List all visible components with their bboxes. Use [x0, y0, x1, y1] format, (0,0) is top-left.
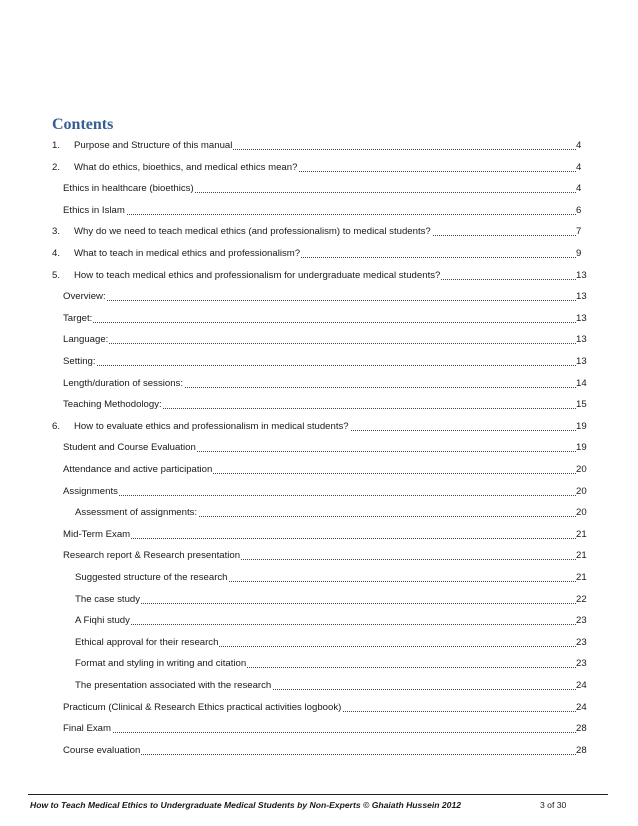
toc-entry-page: 23 — [576, 658, 587, 670]
toc-entry-title: What to teach in medical ethics and professionalism? — [74, 248, 301, 259]
toc-entry-title: Research report & Research presentation — [63, 550, 241, 562]
toc-entry-page: 23 — [576, 615, 587, 627]
toc-entry-page: 19 — [576, 420, 587, 432]
toc-entry[interactable] — [0, 614, 638, 628]
toc-leader-dots — [63, 732, 576, 733]
toc-entry-title: Ethics in healthcare (bioethics) — [63, 183, 194, 195]
toc-entry-page: 22 — [576, 593, 587, 605]
toc-entry[interactable] — [0, 333, 638, 347]
toc-entry-page: 28 — [576, 744, 587, 756]
toc-entry-title: Assessment of assignments: — [75, 507, 198, 519]
footer-page-indicator: 3 of 30 — [540, 800, 567, 810]
toc-leader-dots — [63, 343, 576, 344]
toc-entry-title: How to evaluate ethics and professionalism in medical students? — [74, 420, 349, 432]
toc-entry-page: 13 — [576, 291, 587, 303]
toc-entry-page: 20 — [576, 464, 587, 475]
toc-entry-title: Student and Course Evaluation — [63, 442, 196, 454]
toc-entry-title: Mid-Term Exam — [63, 528, 131, 540]
toc-entry-page: 13 — [576, 356, 587, 367]
toc-entry[interactable] — [0, 441, 638, 455]
toc-entry-page: 14 — [576, 377, 587, 389]
toc-entry-page: 6 — [576, 204, 582, 216]
toc-entry-title: Suggested structure of the research — [75, 572, 228, 583]
toc-entry-title: What do ethics, bioethics, and medical ethics mean? — [74, 161, 298, 173]
toc-leader-dots — [63, 365, 576, 366]
toc-entry[interactable] — [0, 722, 638, 736]
toc-entry[interactable] — [0, 506, 638, 520]
toc-entry-title: Setting: — [63, 356, 96, 367]
toc-entry[interactable] — [0, 398, 638, 412]
toc-entry-title: Attendance and active participation — [63, 464, 213, 475]
toc-entry-page: 20 — [576, 485, 587, 497]
toc-leader-dots — [63, 214, 576, 215]
toc-entry-title: Overview: — [63, 291, 106, 303]
toc-entry[interactable] — [0, 701, 638, 715]
toc-entry-page: 24 — [576, 701, 587, 713]
toc-entry[interactable] — [0, 528, 638, 542]
toc-entry-title: Course evaluation — [63, 744, 141, 756]
toc-entry[interactable] — [0, 420, 638, 434]
toc-entry[interactable] — [0, 204, 638, 218]
toc-entry[interactable] — [0, 225, 638, 239]
toc-entry[interactable] — [0, 549, 638, 563]
toc-leader-dots — [63, 300, 576, 301]
toc-entry-title: The case study — [75, 593, 141, 605]
toc-entry-title: Practicum (Clinical & Research Ethics practical activities logbook) — [63, 701, 342, 713]
toc-entry[interactable] — [0, 247, 638, 261]
toc-entry-title: Ethical approval for their research — [75, 636, 219, 648]
toc-entry-number: 2. — [52, 161, 61, 173]
toc-entry-number: 6. — [52, 420, 61, 432]
toc-entry-title: Length/duration of sessions: — [63, 377, 184, 389]
toc-entry-page: 21 — [576, 528, 587, 540]
toc-entry-title: How to teach medical ethics and professionalism for undergraduate medical students? — [74, 269, 441, 281]
toc-entry-number: 4. — [52, 248, 61, 259]
footer-rule — [28, 794, 608, 795]
toc-leader-dots — [63, 538, 576, 539]
toc-entry-page: 21 — [576, 550, 587, 562]
toc-entry-title: Ethics in Islam — [63, 204, 125, 216]
toc-entry-page: 19 — [576, 442, 587, 454]
toc-entry-page: 20 — [576, 507, 587, 519]
toc-entry-page: 13 — [576, 334, 587, 346]
toc-entry-page: 4 — [576, 183, 582, 195]
toc-entry-title: Assignments — [63, 485, 118, 497]
toc-entry-number: 3. — [52, 226, 61, 238]
toc-entry[interactable] — [0, 139, 638, 153]
toc-entry-page: 4 — [576, 140, 582, 151]
toc-entry-page: 7 — [576, 226, 582, 238]
toc-leader-dots — [75, 603, 576, 604]
toc-entry[interactable] — [0, 355, 638, 369]
toc-entry[interactable] — [0, 636, 638, 650]
toc-entry[interactable] — [0, 485, 638, 499]
toc-entry-title: Final Exam — [63, 723, 111, 735]
toc-entry-title: The presentation associated with the research — [75, 680, 272, 691]
contents-heading: Contents — [52, 116, 114, 133]
toc-leader-dots — [75, 624, 576, 625]
toc-entry-page: 24 — [576, 680, 587, 691]
toc-entry-page: 23 — [576, 636, 587, 648]
toc-entry-number: 1. — [52, 140, 61, 151]
toc-entry[interactable] — [0, 679, 638, 693]
toc-leader-dots — [63, 495, 576, 496]
footer-title: How to Teach Medical Ethics to Undergraduate Medical Students by Non-Experts © Ghaiath Hussein 2012 — [30, 800, 462, 810]
toc-leader-dots — [63, 322, 576, 323]
toc-entry-page: 13 — [576, 312, 587, 324]
toc-entry[interactable] — [0, 290, 638, 304]
toc-entry-page: 13 — [576, 269, 587, 281]
toc-entry[interactable] — [0, 593, 638, 607]
toc-entry-page: 4 — [576, 161, 582, 173]
toc-entry-title: Target: — [63, 312, 93, 324]
toc-entry[interactable] — [0, 571, 638, 585]
toc-entry-title: Teaching Methodology: — [63, 399, 162, 411]
toc-entry[interactable] — [0, 377, 638, 391]
toc-entry-title: Why do we need to teach medical ethics (and professionalism) to medical students? — [74, 226, 431, 238]
toc-entry-page: 9 — [576, 248, 582, 259]
toc-entry-page: 28 — [576, 723, 587, 735]
toc-entry[interactable] — [0, 161, 638, 175]
toc-entry-title: Purpose and Structure of this manual — [74, 140, 233, 151]
toc-entry[interactable] — [0, 744, 638, 758]
toc-entry-page: 21 — [576, 572, 587, 583]
toc-entry[interactable] — [0, 269, 638, 283]
toc-entry-number: 5. — [52, 269, 61, 281]
toc-entry-title: Format and styling in writing and citation — [75, 658, 247, 670]
toc-entry-page: 15 — [576, 399, 587, 411]
toc-entry-title: A Fiqhi study — [75, 615, 130, 627]
toc-entry[interactable] — [0, 182, 638, 196]
toc-entry[interactable] — [0, 463, 638, 477]
toc-entry[interactable] — [0, 657, 638, 671]
toc-entry[interactable] — [0, 312, 638, 326]
toc-entry-title: Language: — [63, 334, 109, 346]
